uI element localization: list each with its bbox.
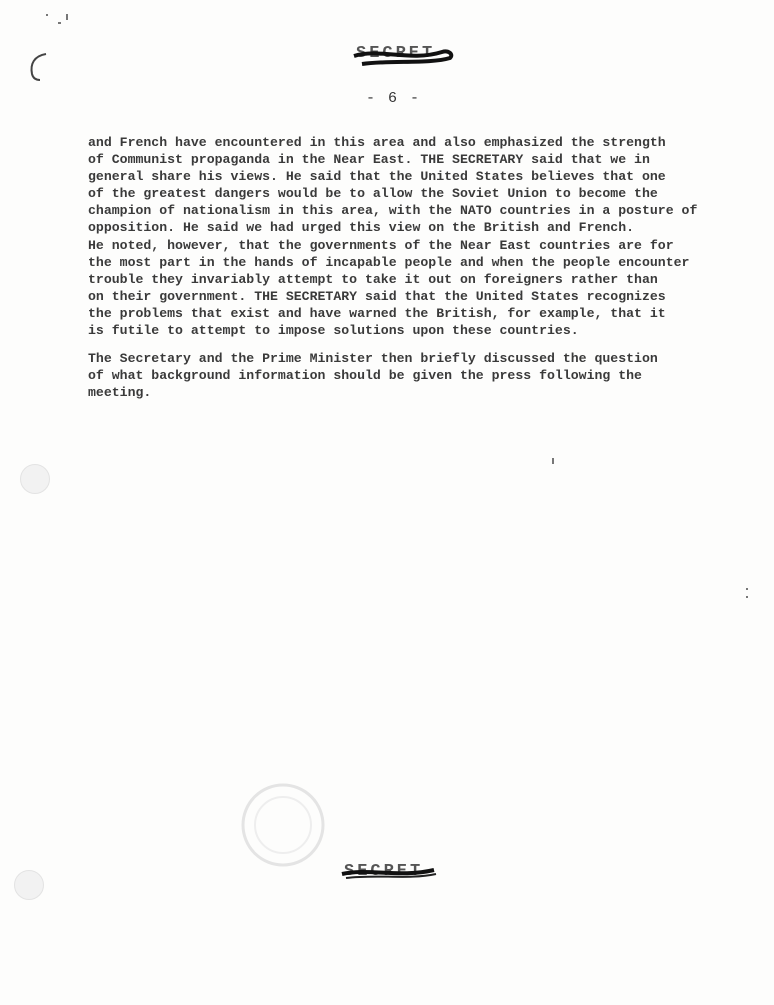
clip-mark-icon	[28, 52, 50, 82]
corner-speck	[46, 14, 48, 16]
paragraph-text: and French have encountered in this area and also emphasized the strength of Communist propaganda in the Near East. THE SECRETARY said that we in general share his views. He said that the United States believes that one of the greatest dangers would be to allow the Soviet Union to become the champion of nationalism in this area, with the NATO countries in a posture of opposition. He said we had urged this view on the British and French. He noted, however, that the governments of the Near East countries are for the most part in the hands of incapable people and when the people encounter trouble they invariably attempt to take it out on foreigners rather than on their government. THE SECRETARY said that the United States recognizes the problems that exist and have warned the British, for example, that it is futile to attempt to impose solutions upon these countries.	[88, 135, 698, 339]
strike-scribble-icon	[350, 40, 460, 70]
classification-stamp-top	[350, 40, 460, 70]
strike-scribble-icon	[338, 858, 448, 888]
classification-stamp-bottom	[338, 858, 448, 888]
paragraph-text: The Secretary and the Prime Minister then briefly discussed the question of what background information should be given the press following the meeting.	[88, 351, 658, 401]
corner-speck	[58, 22, 61, 24]
punch-hole-bottom	[14, 870, 44, 900]
punch-hole-top	[20, 464, 50, 494]
speck	[746, 588, 748, 590]
classification-text: SECRET	[356, 44, 436, 63]
speck	[746, 596, 748, 598]
body-paragraph-1	[88, 134, 718, 339]
body-paragraph-2	[88, 350, 718, 401]
speck	[552, 458, 554, 464]
faint-archive-seal-icon	[238, 780, 328, 870]
page-number: - 6 -	[366, 90, 422, 107]
classification-text: SECRET	[344, 862, 424, 881]
corner-speck	[66, 14, 68, 20]
